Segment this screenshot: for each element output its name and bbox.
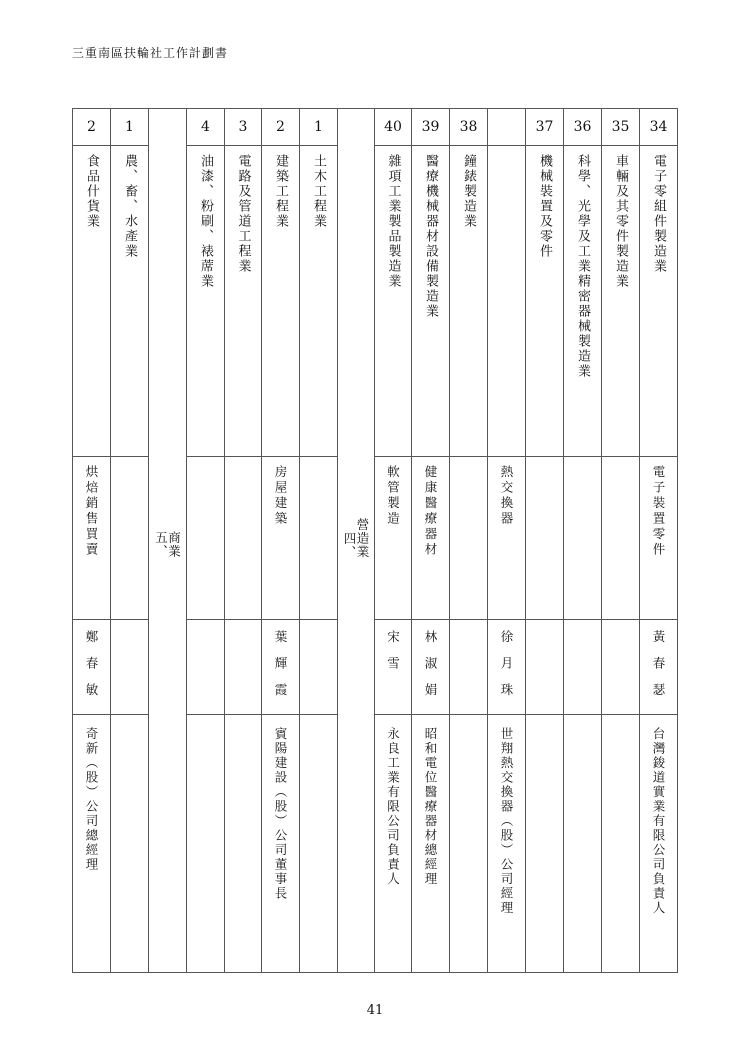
product-name: 熱交換器 [499,465,514,527]
member-name: 鄭春敏 [84,630,99,710]
section-construction [338,109,375,973]
member-name: 林淑娟 [423,630,438,710]
col-num: 36 [564,109,602,146]
section-label: 四、 [342,531,357,559]
col-num [488,109,526,146]
col-num: 35 [602,109,640,146]
member-name: 宋雪 [385,630,401,683]
industry-name: 建築工程業 [273,154,288,229]
product-name: 電子裝置零件 [651,465,666,558]
product-name: 房屋建築 [273,465,288,527]
industry-name: 電路及管道工程業 [235,154,251,274]
industry-name: 機械裝置及零件 [537,154,552,259]
industry-name: 食品什貨業 [84,154,99,229]
member-name: 徐月珠 [499,630,514,710]
product-name: 烘焙銷售買賣 [84,465,99,558]
industry-name: 農、畜、水產業 [122,154,137,259]
product-name: 軟管製造 [385,465,401,527]
member-name: 黃春瑟 [651,630,666,710]
industry-name: 科學、光學及工業精密器械製造業 [575,154,590,379]
col-num: 2 [73,109,111,146]
page-number: 41 [366,1003,384,1018]
company-title: 世翔熱交換器（股）公司經理 [499,726,514,915]
industry-name: 車輛及其零件製造業 [613,154,628,289]
product-name: 健康醫療器材 [423,465,438,558]
section-label: 五、 [153,530,169,558]
col-num: 2 [262,109,300,146]
col-num: 38 [450,109,488,146]
company-title: 賓陽建設（股）公司董事長 [273,726,288,901]
section-commerce [149,109,187,973]
col-num: 34 [640,109,678,146]
section-name: 商業 [166,530,182,558]
company-title: 奇新（股）公司總經理 [84,726,99,872]
col-num: 3 [225,109,262,146]
col-num: 39 [412,109,450,146]
industry-name: 電子零組件製造業 [651,154,666,274]
col-num: 37 [526,109,564,146]
col-num: 40 [375,109,412,146]
col-num: 4 [187,109,225,146]
industry-classification-table [72,108,678,973]
industry-name: 鐘錶製造業 [461,154,476,229]
col-num: 1 [111,109,149,146]
col-num: 1 [300,109,338,146]
section-name: 營造業 [355,518,370,559]
number-row [73,109,678,146]
industry-name: 醫療機械器材設備製造業 [423,154,438,319]
member-name: 葉輝霞 [273,630,288,710]
industry-name: 雜項工業製品製造業 [385,154,401,289]
industry-name: 油漆、粉刷、裱蓆業 [198,154,213,289]
company-title: 永良工業有限公司負責人 [385,726,401,886]
company-title: 台灣鋑道實業有限公司負責人 [651,726,666,915]
company-title: 昭和電位醫療器材總經理 [423,726,438,886]
industry-name: 土木工程業 [311,154,326,229]
document-header: 三重南區扶輪社工作計劃書 [72,46,229,60]
